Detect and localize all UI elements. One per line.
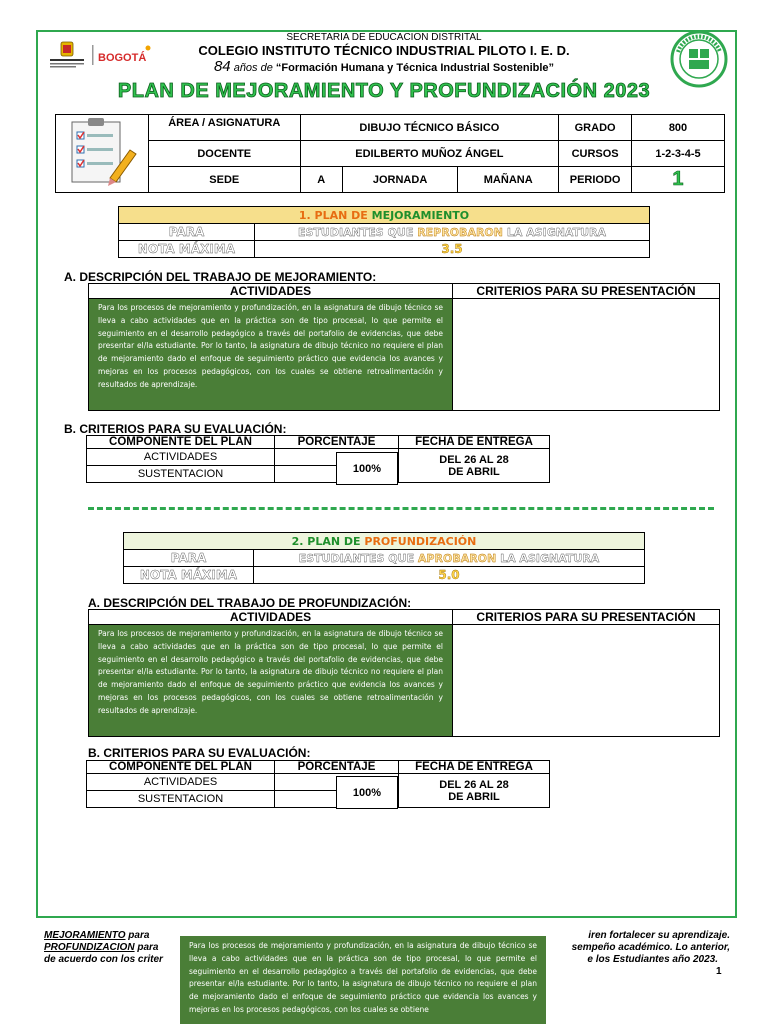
footer-line3-tail: e los Estudiantes año 2023. [587,954,718,965]
plan2-para-post: LA ASIGNATURA [496,551,600,565]
plan2-criteria-cell [453,625,720,737]
plan1-para-label: PARA [119,224,255,241]
plan1-para-post: LA ASIGNATURA [502,225,607,239]
docente-label: DOCENTE [148,141,300,167]
plan1-nota-label: NOTA MÁXIMA [119,241,255,258]
plan1-criteria-cell [453,299,720,411]
plan1-criteria-header: CRITERIOS PARA SU PRESENTACIÓN [453,284,720,299]
plan1-percent-value: 100% [336,452,398,485]
activity-text-overlay [180,936,546,1024]
footer-line2-rest: para [134,942,159,953]
school-motto [0,58,768,75]
secretaria-header: SECRETARIA DE EDUCACION DISTRITAL [286,32,482,43]
periodo-value: 1 [631,167,724,193]
area-label: ÁREA / ASIGNATURA [148,115,300,141]
footer-line2-lead: PROFUNDIZACION [44,942,135,953]
plan2-section-b-heading: B. CRITERIOS PARA SU EVALUACIÓN: [88,746,311,760]
grado-value: 800 [631,115,724,141]
plan2-activity-text: Para los procesos de mejoramiento y profundización, en la asignatura de dibujo técnico se lleva a cabo actividades que en la práctica son de tipo procesal, lo que permite el seguimiento en el desarrollo pedagógico a través del portafolio de evidencias, que debe presentar el/la estudiante. Por lo tanto, la asignatura de dibujo técnico no requiere el plan de mejoramiento dado el enfoque de seguimiento práctico que evidencia los avances y mejoras en los procesos pedagógicos, con los cuales se obtiene retroalimentación y resultados de aprendizaje. [89,625,452,736]
plan2-activities-table [88,609,720,737]
plan2-nota-value: 5.0 [254,567,645,584]
jornada-value: MAÑANA [458,167,559,193]
docente-value: EDILBERTO MUÑOZ ÁNGEL [300,141,559,167]
plan2-col-componente: COMPONENTE DEL PLAN [87,761,275,774]
cursos-label: CURSOS [559,141,632,167]
plan1-band [118,206,650,258]
plan2-row-actividades: ACTIVIDADES [87,774,275,791]
motto-text: “Formación Humana y Técnica Industrial Sostenible” [275,62,555,74]
footer-line1-rest: para [125,930,150,941]
plan1-activities-table [88,283,720,411]
area-value: DIBUJO TÉCNICO BÁSICO [300,115,559,141]
plan2-heading-highlight: PROFUNDIZACIÓN [364,534,477,548]
plan2-heading [124,533,645,550]
plan2-band [123,532,645,584]
plan1-criteria-table [86,435,550,483]
svg-text:BOGOTÁ: BOGOTÁ [98,52,147,64]
plan2-criteria-header: CRITERIOS PARA SU PRESENTACIÓN [453,610,720,625]
overlay-text: Para los procesos de mejoramiento y profundización, en la asignatura de dibujo técnico se lleva a cabo actividades que en la práctica son de tipo procesal, lo que permite el seguimiento en el desarrollo pedagógico a través del portafolio de evidencias, que debe presentar el/la estudiante. Por lo tanto, la asignatura de dibujo técnico no requiere el plan de mejoramiento dado el enfoque de seguimiento práctico que evidencia los avances y mejoras en los procesos pedagógicos, con los cuales se obtiene [180,936,546,1024]
plan1-nota-value: 3.5 [255,241,650,258]
checklist-icon [62,116,142,188]
plan2-section-a-heading: A. DESCRIPCIÓN DEL TRABAJO DE PROFUNDIZACIÓN: [88,596,412,610]
plan1-heading-highlight: MEJORAMIENTO [371,208,470,222]
plan1-fecha-value: DEL 26 AL 28 DE ABRIL [399,449,550,483]
periodo-label: PERIODO [559,167,632,193]
plan1-para-pre: ESTUDIANTES QUE [297,225,418,239]
anniversary-word: años de [230,62,276,74]
section-divider [88,507,714,511]
footer-line2-tail: sempeño académico. Lo anterior, [571,942,730,953]
plan2-para-value [254,550,645,567]
plan2-fecha-value: DEL 26 AL 28 DE ABRIL [399,774,550,808]
course-info-table [55,114,725,193]
plan1-heading [119,207,650,224]
plan1-col-porcentaje: PORCENTAJE [275,436,399,449]
plan1-para-value [255,224,650,241]
plan2-para-pre: ESTUDIANTES QUE [298,551,418,565]
cursos-value: 1-2-3-4-5 [631,141,724,167]
page-title: PLAN DE MEJORAMIENTO Y PROFUNDIZACIÓN 2023 [117,80,651,102]
footer-line1-lead: MEJORAMIENTO [44,930,126,941]
plan2-para-highlight: APROBARON [417,551,497,565]
plan1-col-componente: COMPONENTE DEL PLAN [87,436,275,449]
plan1-activities-cell [89,299,453,411]
plan2-activities-header: ACTIVIDADES [89,610,453,625]
checklist-illustration [56,115,149,193]
plan1-activity-text: Para los procesos de mejoramiento y profundización, en la asignatura de dibujo técnico se lleva a cabo actividades que en la práctica son de tipo procesal, lo que permite el seguimiento en el desarrollo pedagógico a través del portafolio de evidencias, que debe presentar el/la estudiante. Por lo tanto, la asignatura de dibujo técnico no requiere el plan de mejoramiento dado el enfoque de seguimiento práctico que evidencia los avances y mejoras en los procesos pedagógicos, con los cuales se obtiene retroalimentación y resultados de aprendizaje. [89,299,452,410]
page-number: 1 [716,966,722,977]
footer-line3-start: de acuerdo con los criter [44,954,163,965]
plan2-nota-label: NOTA MÁXIMA [124,567,254,584]
plan1-heading-pre: 1. PLAN DE [298,208,372,222]
plan2-percent-value: 100% [336,776,398,809]
plan1-row-actividades: ACTIVIDADES [87,449,275,466]
plan2-col-fecha: FECHA DE ENTREGA [399,761,550,774]
footer-line1-tail: iren fortalecer su aprendizaje. [588,930,730,941]
anniversary-number: 84 [213,58,231,75]
plan1-col-fecha: FECHA DE ENTREGA [399,436,550,449]
plan2-heading-pre: 2. PLAN DE [291,534,365,548]
sede-value: A [300,167,342,193]
plan2-criteria-table [86,760,550,808]
school-name: COLEGIO INSTITUTO TÉCNICO INDUSTRIAL PILOTO I. E. D. [198,43,570,58]
plan2-para-label: PARA [124,550,254,567]
plan1-section-a-heading: A. DESCRIPCIÓN DEL TRABAJO DE MEJORAMIENTO: [64,270,377,284]
grado-label: GRADO [559,115,632,141]
plan1-row-sustentacion: SUSTENTACION [87,466,275,483]
jornada-label: JORNADA [342,167,457,193]
plan2-col-porcentaje: PORCENTAJE [275,761,399,774]
plan2-row-sustentacion: SUSTENTACION [87,791,275,808]
sede-label: SEDE [148,167,300,193]
plan1-section-b-heading: B. CRITERIOS PARA SU EVALUACIÓN: [64,422,287,436]
plan2-activities-cell [89,625,453,737]
plan1-activities-header: ACTIVIDADES [89,284,453,299]
plan1-para-highlight: REPROBARON [417,225,503,239]
